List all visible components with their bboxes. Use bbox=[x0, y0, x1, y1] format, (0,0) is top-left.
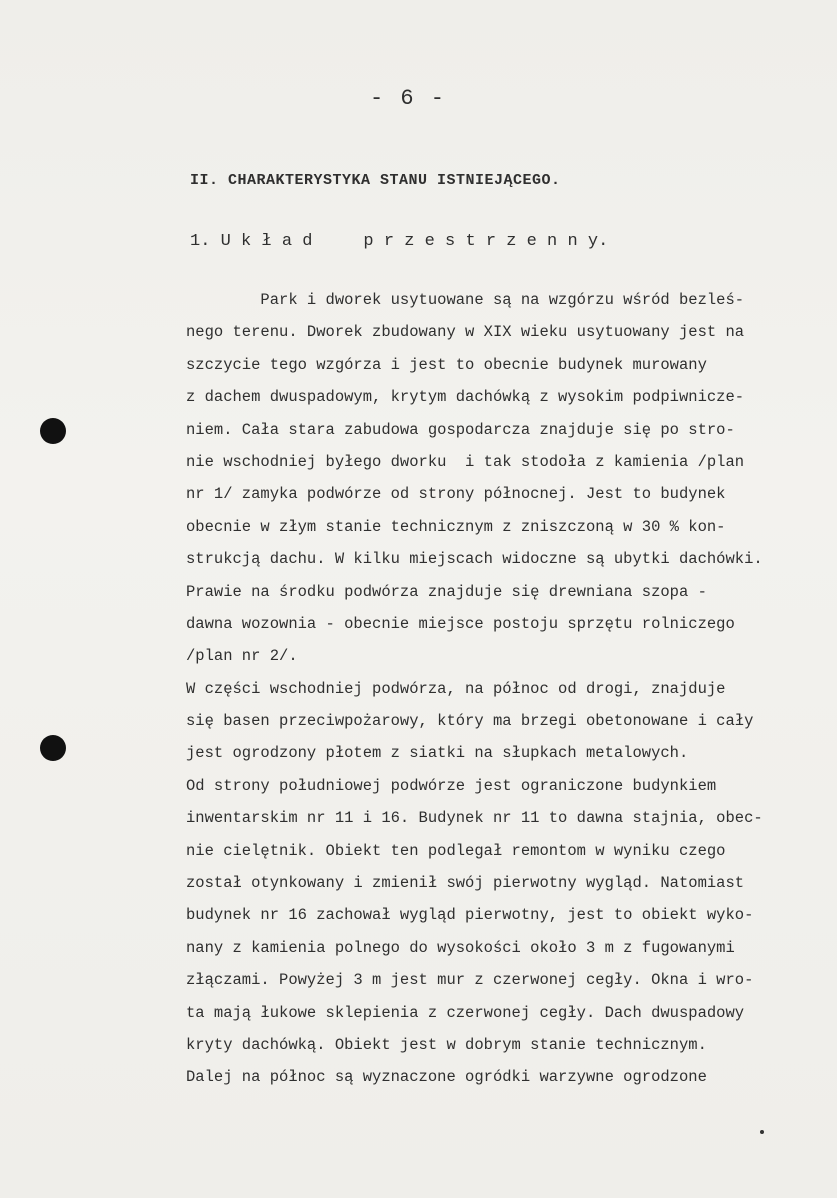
text-line: kryty dachówką. Obiekt jest w dobrym stanie technicznym. bbox=[186, 1035, 707, 1054]
text-line: nego terenu. Dworek zbudowany w XIX wieku usytuowany jest na bbox=[186, 323, 745, 342]
text-line: nany z kamienia polnego do wysokości około 3 m z fugowanymi bbox=[186, 938, 735, 957]
text-line: dawna wozownia - obecnie miejsce postoju sprzętu rolniczego bbox=[186, 614, 735, 633]
text-line: nie wschodniej byłego dworku i tak stodoła z kamienia /plan bbox=[186, 452, 745, 471]
text-line: został otynkowany i zmienił swój pierwotny wygląd. Natomiast bbox=[186, 874, 745, 893]
text-line: Od strony południowej podwórze jest ograniczone budynkiem bbox=[186, 776, 717, 795]
page-number: - 6 - bbox=[370, 86, 447, 111]
text-line: z dachem dwuspadowym, krytym dachówką z wysokim podpiwniczе- bbox=[186, 388, 745, 407]
text-line: Prawie na środku podwórza znajduje się drewniana szopa - bbox=[186, 582, 707, 601]
text-line: się basen przeciwpożarowy, który ma brzegi obetonowane i cały bbox=[186, 712, 754, 731]
text-line: strukcją dachu. W kilku miejscach widoczne są ubytki dachówki. bbox=[186, 550, 763, 569]
text-line: niem. Cała stara zabudowa gospodarcza znajduje się po stro- bbox=[186, 420, 735, 439]
subheading: 1. U k ł a d p r z e s t r z e n n y. bbox=[190, 232, 609, 251]
text-line: złączami. Powyżej 3 m jest mur z czerwonej cegły. Okna i wro- bbox=[186, 971, 754, 990]
text-line: szczycie tego wzgórza i jest to obecnie budynek murowany bbox=[186, 355, 707, 374]
text-line: nr 1/ zamyka podwórze od strony północnej. Jest to budynek bbox=[186, 485, 726, 504]
punch-hole-top bbox=[40, 418, 66, 444]
text-line: Dalej na północ są wyznaczone ogródki warzywne ogrodzone bbox=[186, 1068, 707, 1087]
text-line: inwentarskim nr 11 i 16. Budynek nr 11 to dawna stajnia, obec- bbox=[186, 809, 763, 828]
text-line: nie cielętnik. Obiekt ten podlegał remontom w wyniku czego bbox=[186, 841, 726, 860]
section-heading: II. CHARAKTERYSTYKA STANU ISTNIEJĄCEGO. bbox=[190, 172, 561, 189]
text-line: ta mają łukowe sklepienia z czerwonej cegły. Dach dwuspadowy bbox=[186, 1003, 745, 1022]
punch-hole-bottom bbox=[40, 735, 66, 761]
text-line: jest ogrodzony płotem z siatki na słupkach metalowych. bbox=[186, 744, 689, 763]
body-text bbox=[186, 284, 826, 1094]
text-line: obecnie w złym stanie technicznym z zniszczoną w 30 % kon- bbox=[186, 517, 726, 536]
text-line: Park i dworek usytuowane są na wzgórzu wśród bezleś- bbox=[186, 291, 745, 309]
text-line: budynek nr 16 zachował wygląd pierwotny, jest to obiekt wyko- bbox=[186, 906, 754, 925]
text-line: W części wschodniej podwórza, na północ od drogi, znajduje bbox=[186, 679, 726, 698]
ink-dot bbox=[760, 1130, 764, 1134]
text-line: /plan nr 2/. bbox=[186, 647, 298, 666]
